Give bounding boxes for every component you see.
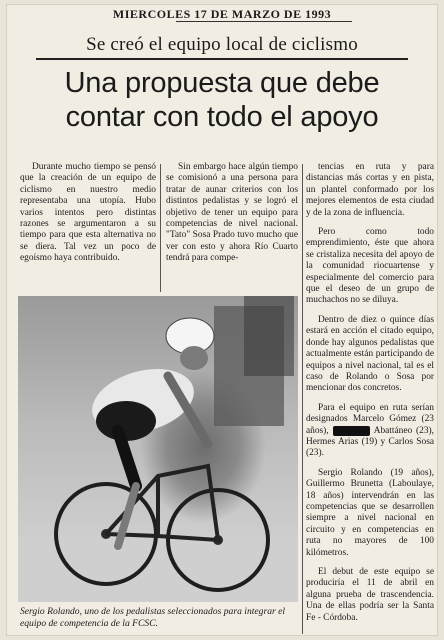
dateline (6, 7, 438, 22)
dateline-text: MIERCOLES 17 DE MARZO DE 1993 (112, 7, 332, 21)
paragraph-part: Para el equipo en ruta serían designados Marcelo Gómez (23 años), (306, 402, 434, 436)
spectator-shape (244, 296, 294, 376)
paragraph: tencias en ruta y para distancias más cortas y en pista, un plantel conformado por los mejores elementos de esta ciudad y de la zona de influencia. (306, 162, 434, 218)
rider-face (180, 346, 208, 370)
paragraph: Sergio Rolando (19 años), Guillermo Brunetta (Laboulaye, 18 años) intervendrán en las competencias que se desarrollen siempre a nivel nacional en circuito y en competencias en ruta no mayores de 100 kilómetros. (306, 467, 434, 558)
article-column-2 (166, 162, 298, 273)
paragraph: Dentro de diez o quince días estará en acción el citado equipo, donde hay algunos pedalistas que actualmente están participando de equipos a nivel nacional, tal es el caso de Rolando o Sosa por mencionar dos concretos. (306, 314, 434, 394)
cyclist-photo (18, 296, 298, 602)
cyclist-illustration (18, 296, 298, 602)
paragraph: Pero como todo emprendimiento, éste que ahora se cristaliza necesita del apoyo de la comunidad riocuartense y especialmente del comercio para que el deseo de un grupo de muchachos no se diluya. (306, 227, 434, 306)
column-rule-2 (302, 164, 303, 634)
paragraph: Durante mucho tiempo se pensó que la creación de un equipo de ciclismo en nuestro medio representaba una utopía. Hubo varios intentos pero distintas razones se argumentaron a su tiempo para que esta alternativa no se diera. Tal vez un poco de egoísmo haya contribuido. (20, 162, 156, 264)
newspaper-clipping (6, 4, 438, 636)
headline-line-1: Una propuesta que debe (64, 67, 380, 99)
headline (16, 66, 428, 134)
paragraph (306, 403, 434, 460)
dateline-rule (176, 21, 352, 22)
paragraph-part: Abattáneo (23), Hermes Arias (19) y Carlos Sosa (23). (306, 425, 435, 459)
column-rule-1 (160, 164, 161, 292)
article-column-3 (306, 162, 434, 632)
kicker: Se creó el equipo local de ciclismo (36, 34, 408, 60)
paragraph: Sin embargo hace algún tiempo se comisionó a una persona para tratar de aunar criterios con los distintos pedalistas y se logró el objetivo de tener un equipo para competencias de nivel nacional. "Tato" Sosa Prado tuvo mucho que ver con esto y ahora Río Cuarto tendrá para compe- (166, 162, 298, 264)
photo-caption: Sergio Rolando, uno de los pedalistas seleccionados para integrar el equipo de competencia de la FCSC. (20, 606, 286, 629)
paragraph: El debut de este equipo se produciría el 11 de abril en alguna prueba de trascendencia. Una de ellas podría ser la Santa Fe - Córdoba. (306, 567, 434, 623)
road (18, 536, 298, 602)
rider-shorts (96, 401, 156, 441)
article-column-1 (20, 162, 156, 273)
redaction-mark: XXXXX (334, 425, 369, 436)
headline-line-2: contar con todo el apoyo (65, 101, 379, 133)
